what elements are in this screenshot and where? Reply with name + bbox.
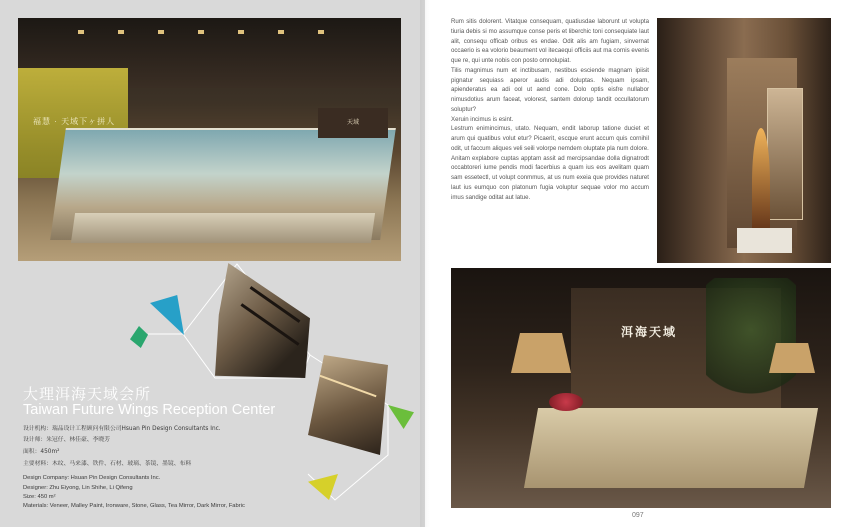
project-title-english: Taiwan Future Wings Reception Center: [23, 402, 276, 418]
credit-line-en: Design Company: Hsuan Pin Design Consultants Inc.: [23, 475, 161, 481]
credit-line-en: Designer: Zhu Eiyong, Lin Shihe, Li Qifeng: [23, 485, 133, 491]
table-lamp-right: [769, 343, 815, 373]
sculpture: [752, 128, 770, 238]
photo-model-table-base: [71, 213, 375, 243]
body-text-column: [451, 17, 649, 202]
photo-wall-sign: 天域: [318, 108, 388, 138]
stair-rail: [240, 303, 299, 346]
body-paragraph: Tilis magnimus num et inctibusam, nestibus esciende magnam ipiisit pignatur sequiass aperor audis adi doluptas. Nequam ipsam, apienderatus ea adi ool ut aend cone. Dolo optis eisfre nullabor nimusdotius arum faceat, volorest, santem dolorup tandit occullatorum soluptur?: [451, 66, 649, 113]
hallway-light-beam: [319, 375, 376, 397]
credit-line-cn: 设计师：朱冠仔、林佳豪、李晓芳: [23, 437, 110, 443]
page-number: 097: [632, 512, 644, 519]
reception-desk: [524, 408, 818, 488]
credit-line-cn: 面积：450m²: [23, 449, 60, 455]
body-paragraph: Anitam explabore cuptas apptam assit ad mercipsandae dolla dignatrodt occabtoreri iume pendis modi facerbius a quam ius eos avelitam quam sam essetectl, ut volupt conmmus, at us num exeia que provides naturet laut ius eumquo con platonum fugia voluptur sequae volor mo accum imus sandige oditat aut latue.: [451, 154, 649, 201]
body-paragraph: Rum sitis dolorent. Vitatque consequam, quatiusdae laborunt ut volupta tiuria debis si mo assumque conse peris et liberchic toni consequiate laut alit, consequ officab oribus es endae. Odit alis am fugiam, sinvernat occaerio is ea volorio beaument vol itecaequi officiis aut ma cornis evenis que re, qui unte nobis con posto omnolupiat.: [451, 18, 649, 64]
credit-line-en: Size: 450 m²: [23, 494, 56, 500]
display-case-photo: [657, 18, 831, 263]
body-paragraph: Xeruin incimus is esint.: [451, 115, 514, 123]
sculpture-plinth: [737, 228, 792, 253]
page-gutter: [420, 0, 430, 527]
green-facet-shape: [130, 326, 148, 348]
credit-line-cn: 设计机构：瑞品设计工程顾问有限公司Hsuan Pin Design Consultants Inc.: [23, 426, 221, 432]
credit-line-en: Materials: Veneer, Malley Paint, Ironware, Stone, Glass, Tea Mirror, Dark Mirror, Fabric: [23, 503, 245, 509]
staircase-cutout-photo: [215, 263, 310, 378]
project-title-chinese: 大理洱海天域会所: [23, 385, 152, 403]
body-paragraph: Lestrum enimincimus, utato. Nequam, endit laborup tatione duciet et arum qui quatibus volut etur? Picaerit, escque erunt accum quis cornihil odit, ut faccum aliques veli seili volorpe nemdem oluptate pla num dolore.: [451, 125, 649, 152]
flower-arrangement: [549, 393, 583, 411]
reception-logo-text: 洱海天域: [621, 325, 678, 339]
hallway-cutout-photo: [308, 355, 388, 455]
blue-facet-shape: [150, 295, 184, 335]
reception-desk-photo: [451, 268, 831, 508]
sand-table-model-photo: [18, 18, 401, 261]
lime-facet-shape: [388, 405, 414, 429]
table-lamp-left: [511, 333, 571, 373]
glass-display-case: [767, 88, 803, 220]
credit-line-cn: 主要材料：木纹、马来漆、铁件、石材、玻璃、茶镜、墨镜、布料: [23, 461, 192, 467]
photo-screen-text: 福慧 · 天域下ヶ拼人: [33, 117, 116, 126]
photo-ceiling-lights: [78, 30, 358, 34]
